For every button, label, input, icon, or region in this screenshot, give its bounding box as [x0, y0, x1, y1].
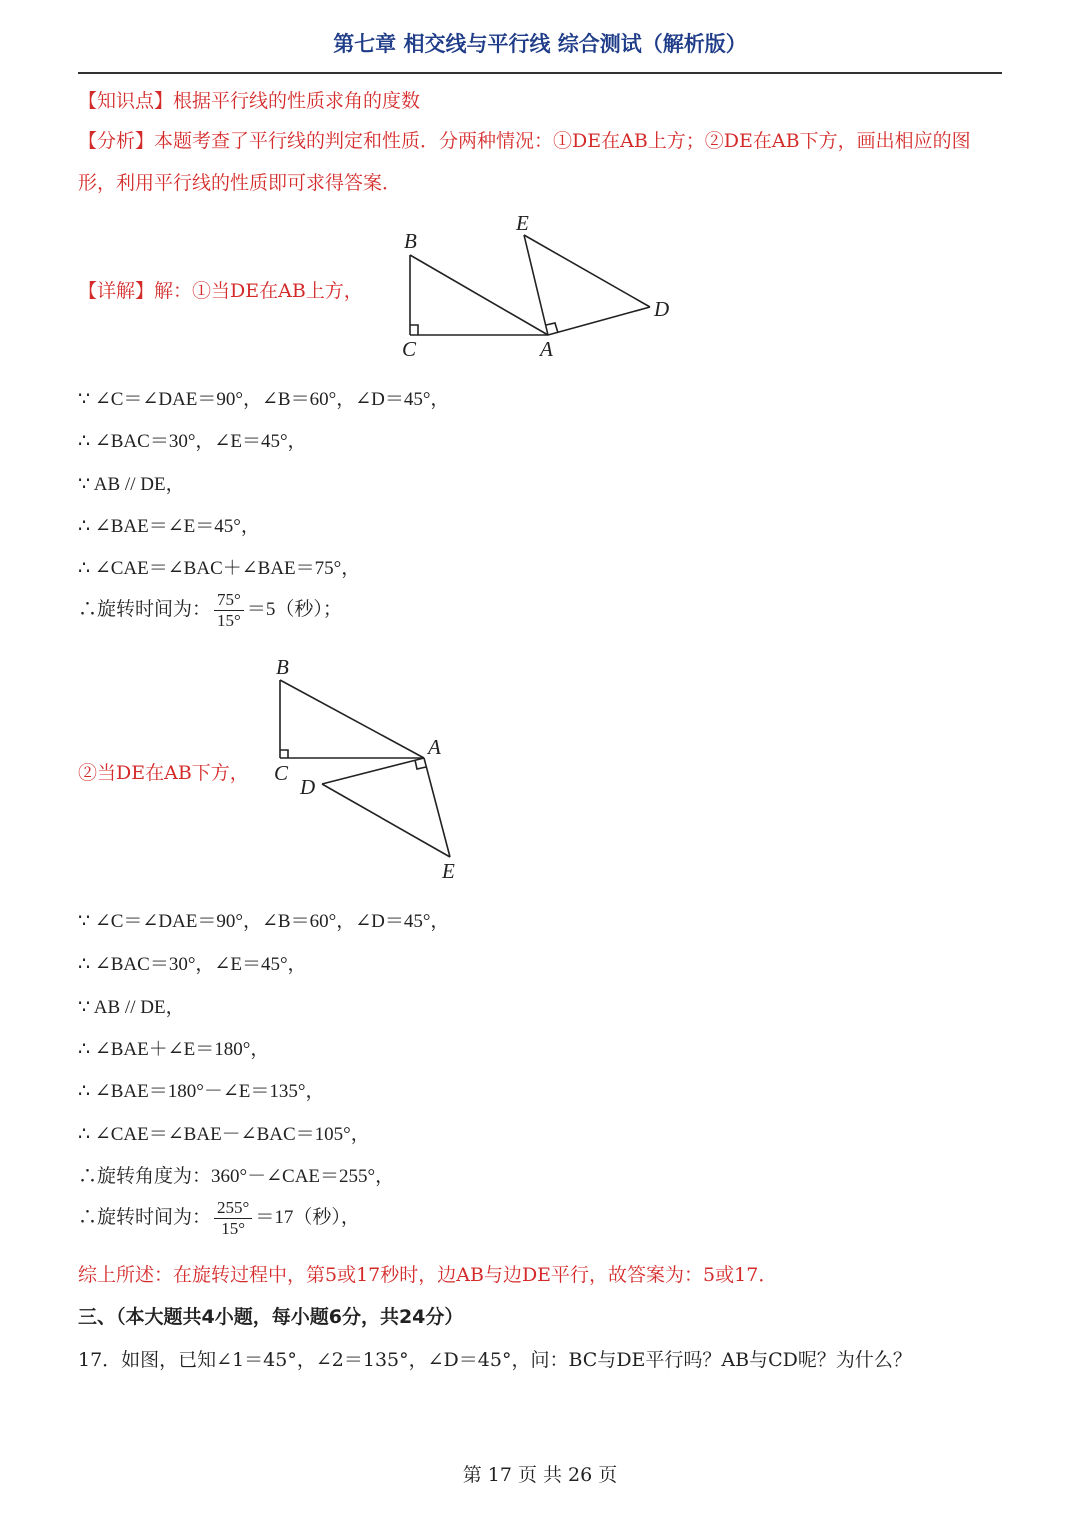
label-d: D — [654, 297, 670, 321]
case1-step-2: ∴ ∠BAC＝30°，∠E＝45°， — [78, 431, 307, 452]
page-title: 第七章 相交线与平行线 综合测试（解析版） — [333, 32, 747, 56]
case2-step-6: ∴ ∠CAE＝∠BAE－∠BAC＝105°， — [78, 1124, 370, 1145]
case1-time-line — [78, 590, 342, 631]
figure-case-2 — [262, 650, 462, 885]
case2-step-1: ∵ ∠C＝∠DAE＝90°，∠B＝60°，∠D＝45°， — [78, 911, 450, 932]
label-a: A — [428, 735, 441, 759]
analysis-text: 【分析】本题考查了平行线的判定和性质．分两种情况：①DE在AB上方；②DE在AB下方，画出相应的图形，利用平行线的性质即可求得答案． — [78, 130, 971, 194]
case1-fraction — [214, 590, 244, 631]
question-17: 17．如图，已知∠1＝45°，∠2＝135°，∠D＝45°，问：BC与DE平行吗？AB与CD呢？为什么？ — [78, 1349, 912, 1371]
case1-fraction-num: 75° — [214, 590, 244, 611]
case1-time-suffix: ＝5（秒）； — [246, 598, 342, 620]
segment-ea — [524, 235, 548, 335]
segment-ae — [424, 758, 450, 857]
case1-step-1: ∵ ∠C＝∠DAE＝90°，∠B＝60°，∠D＝45°， — [78, 389, 450, 410]
case2-fraction — [214, 1198, 252, 1239]
case2-step-3: ∵ AB // DE， — [78, 997, 185, 1018]
label-c: C — [274, 761, 289, 785]
case1-step-3: ∵ AB // DE， — [78, 474, 185, 495]
case1-step-4: ∴ ∠BAE＝∠E＝45°， — [78, 516, 260, 537]
segment-ad — [548, 307, 650, 335]
case2-step-4: ∴ ∠BAE＋∠E＝180°， — [78, 1039, 270, 1060]
header-divider — [78, 72, 1002, 74]
case2-intro: ②当DE在AB下方， — [78, 762, 249, 784]
case2-step-2: ∴ ∠BAC＝30°，∠E＝45°， — [78, 954, 307, 975]
case2-time-line — [78, 1198, 360, 1239]
case1-time-prefix: ∴旋转时间为： — [78, 598, 212, 620]
figure-case-1 — [390, 210, 690, 370]
case2-fraction-den: 15° — [221, 1219, 246, 1238]
section-three-heading: 三、（本大题共4小题，每小题6分，共24分） — [78, 1306, 464, 1328]
label-e: E — [442, 859, 455, 883]
label-e: E — [516, 211, 529, 235]
label-b: B — [276, 655, 289, 679]
page-footer: 第 17 页 共 26 页 — [462, 1464, 618, 1486]
case1-fraction-den: 15° — [217, 611, 241, 630]
right-angle-c — [280, 750, 288, 758]
segment-ed — [524, 235, 650, 307]
case2-time-prefix: ∴旋转时间为： — [78, 1206, 212, 1228]
case2-step-5: ∴ ∠BAE＝180°－∠E＝135°， — [78, 1081, 325, 1102]
label-a: A — [540, 337, 553, 361]
summary-text: 综上所述：在旋转过程中，第5或17秒时，边AB与边DE平行，故答案为：5或17． — [78, 1264, 778, 1286]
label-c: C — [402, 337, 417, 361]
label-d: D — [300, 775, 316, 799]
case1-step-5: ∴ ∠CAE＝∠BAC＋∠BAE＝75°， — [78, 558, 361, 579]
detail-intro: 【详解】解：①当DE在AB上方， — [78, 280, 363, 302]
segment-ad — [322, 758, 424, 784]
segment-ba — [410, 255, 548, 335]
case2-fraction-num: 255° — [214, 1198, 252, 1219]
right-angle-c — [410, 325, 418, 335]
knowledge-point: 【知识点】根据平行线的性质求角的度数 — [78, 90, 421, 112]
segment-de — [322, 784, 450, 857]
case2-time-suffix: ＝17（秒）， — [255, 1206, 360, 1228]
case2-step-7: ∴旋转角度为：360°－∠CAE＝255°， — [78, 1166, 395, 1187]
segment-ba — [280, 680, 424, 758]
label-b: B — [404, 229, 417, 253]
